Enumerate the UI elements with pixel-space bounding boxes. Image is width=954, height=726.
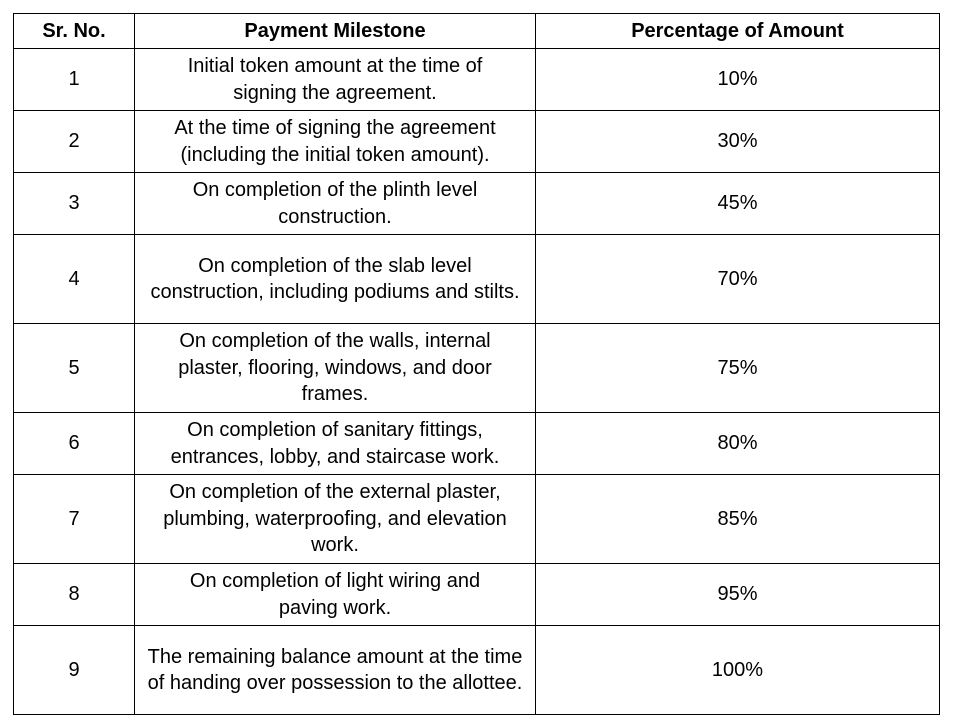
table-row — [14, 475, 940, 564]
sr-no-cell: 5 — [14, 324, 135, 413]
milestone-cell — [135, 413, 536, 475]
table-row — [14, 173, 940, 235]
table-row — [14, 413, 940, 475]
sr-no-cell: 1 — [14, 49, 135, 111]
milestone-cell — [135, 235, 536, 324]
sr-no-cell: 7 — [14, 475, 135, 564]
header-sr-no: Sr. No. — [14, 14, 135, 49]
sr-no-cell: 2 — [14, 111, 135, 173]
sr-no-cell: 9 — [14, 626, 135, 715]
milestone-cell — [135, 111, 536, 173]
milestone-text: Initial token amount at the time of signing the agreement. — [187, 55, 483, 104]
milestone-text: On completion of the plinth level construction. — [192, 179, 478, 228]
payment-milestone-table — [13, 13, 940, 715]
table-row — [14, 49, 940, 111]
sr-no-cell: 3 — [14, 173, 135, 235]
percentage-cell: 80% — [536, 413, 940, 475]
milestone-text: The remaining balance amount at the time of handing over possession to the allottee. — [147, 645, 523, 694]
milestone-cell — [135, 626, 536, 715]
table-row — [14, 626, 940, 715]
milestone-text: On completion of the walls, internal plaster, flooring, windows, and door frames. — [178, 330, 492, 406]
percentage-cell: 100% — [536, 626, 940, 715]
milestone-cell — [135, 49, 536, 111]
sr-no-cell: 8 — [14, 564, 135, 626]
table-row — [14, 324, 940, 413]
milestone-cell — [135, 475, 536, 564]
table-row — [14, 564, 940, 626]
header-percentage-of-amount: Percentage of Amount — [536, 14, 940, 49]
sr-no-cell: 4 — [14, 235, 135, 324]
table-row — [14, 111, 940, 173]
milestone-text: On completion of light wiring and paving work. — [189, 570, 481, 619]
milestone-cell — [135, 564, 536, 626]
percentage-cell: 30% — [536, 111, 940, 173]
percentage-cell: 75% — [536, 324, 940, 413]
percentage-cell: 45% — [536, 173, 940, 235]
percentage-cell: 10% — [536, 49, 940, 111]
milestone-text: On completion of sanitary fittings, entrances, lobby, and staircase work. — [170, 419, 500, 468]
milestone-text: At the time of signing the agreement (including the initial token amount). — [174, 117, 496, 166]
milestone-text: On completion of the external plaster, plumbing, waterproofing, and elevation work. — [163, 481, 507, 557]
percentage-cell: 85% — [536, 475, 940, 564]
table-header-row — [14, 14, 940, 49]
sr-no-cell: 6 — [14, 413, 135, 475]
percentage-cell: 70% — [536, 235, 940, 324]
milestone-cell — [135, 173, 536, 235]
percentage-cell: 95% — [536, 564, 940, 626]
milestone-text: On completion of the slab level construction, including podiums and stilts. — [150, 254, 520, 303]
header-payment-milestone: Payment Milestone — [135, 14, 536, 49]
milestone-cell — [135, 324, 536, 413]
table-row — [14, 235, 940, 324]
